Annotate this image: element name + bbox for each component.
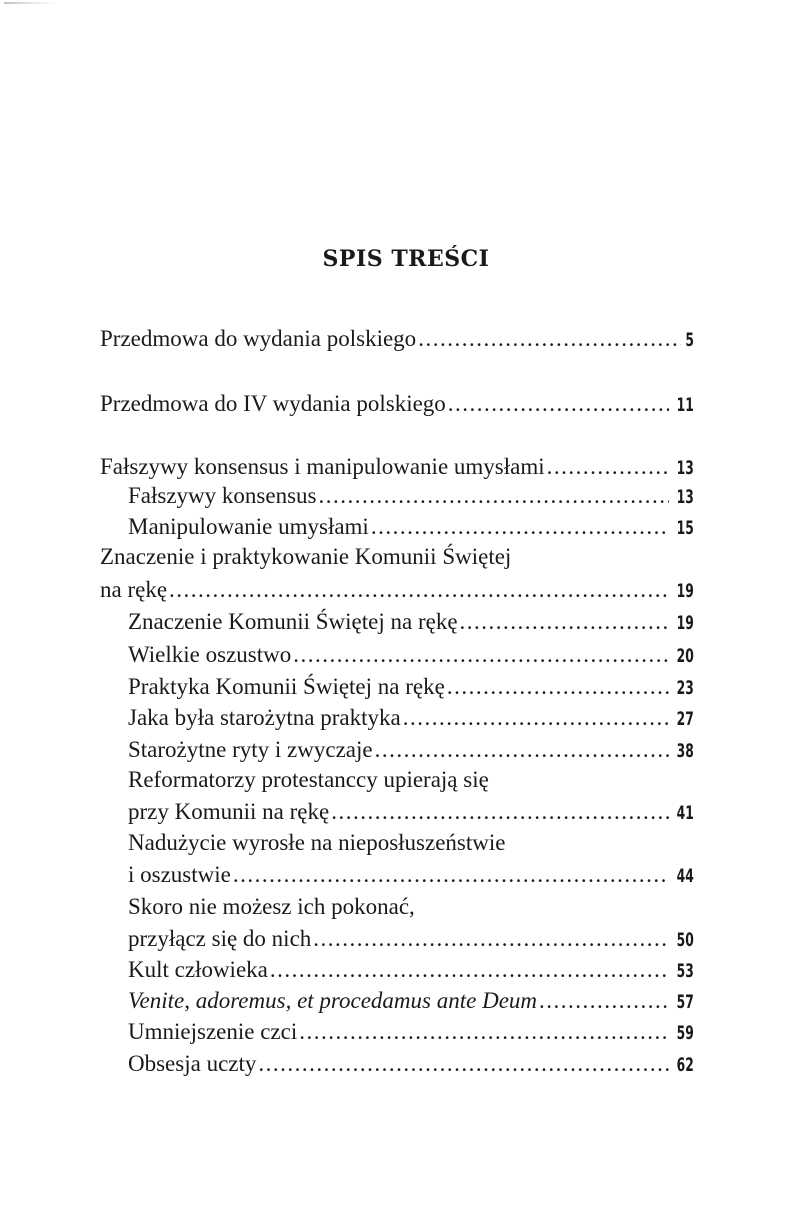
toc-page-number: 27 (676, 708, 694, 730)
toc-leader-dots (293, 640, 669, 670)
toc-leader-dots (331, 797, 669, 827)
toc-entry-label: na rękę (100, 577, 168, 602)
toc-entry-label-line1: Reformatorzy protestanccy upierają się (128, 767, 489, 792)
toc-page-number: 15 (676, 517, 694, 539)
toc-entry-chapter-communion (100, 575, 694, 605)
toc-entry-section (128, 1017, 694, 1047)
toc-entry-section (128, 735, 694, 765)
toc-entry-section (128, 924, 694, 954)
page-title: SPIS TREŚCI (322, 246, 490, 272)
toc-page-number: 13 (676, 486, 694, 508)
toc-entry-section (128, 512, 694, 542)
toc-page-number: 5 (685, 329, 694, 351)
toc-leader-dots (403, 703, 670, 733)
toc-entry-label: Przedmowa do IV wydania polskiego (100, 391, 446, 416)
toc-entry-label: Jaka była starożytna praktyka (128, 705, 401, 730)
toc-entry-section (128, 607, 694, 637)
toc-entry-section (128, 672, 694, 702)
toc-entry-label: Wielkie oszustwo (128, 642, 292, 667)
toc-entry-section (128, 797, 694, 827)
toc-page-number: 38 (676, 740, 694, 762)
toc-entry-label: Starożytne ryty i zwyczaje (128, 737, 373, 762)
toc-entry-chapter-consensus (100, 452, 694, 482)
toc-entry-section (128, 1049, 694, 1079)
toc-page-number: 19 (676, 612, 694, 634)
toc-leader-dots (447, 672, 669, 702)
toc-entry-section (128, 860, 694, 890)
toc-leader-dots (547, 452, 670, 482)
toc-entry-section (128, 481, 694, 511)
toc-entry-label: Fałszywy konsensus (128, 483, 317, 508)
toc-page-number: 53 (676, 960, 694, 982)
toc-page-number: 11 (676, 394, 694, 416)
toc-entry-label: Praktyka Komunii Świętej na rękę (128, 674, 445, 699)
toc-page-number: 20 (676, 645, 694, 667)
toc-entry-section (128, 640, 694, 670)
toc-leader-dots (258, 1049, 669, 1079)
toc-entry-label: przyłącz się do nich (128, 926, 312, 951)
toc-entry-label: Umniejszenie czci (128, 1019, 298, 1044)
toc-page-number: 13 (676, 457, 694, 479)
scan-artifact (4, 2, 56, 4)
toc-page-number: 59 (676, 1022, 694, 1044)
toc-page-number: 50 (676, 929, 694, 951)
toc-entry-label: Manipulowanie umysłami (128, 514, 369, 539)
toc-leader-dots (270, 955, 669, 985)
toc-leader-dots (418, 324, 681, 354)
toc-entry-section (128, 703, 694, 733)
toc-leader-dots (313, 924, 669, 954)
toc-leader-dots (318, 481, 669, 511)
toc-entry-label: przy Komunii na rękę (128, 799, 330, 824)
toc-leader-dots (375, 735, 670, 765)
toc-entry-label-line1: Znaczenie i praktykowanie Komunii Świętej (100, 544, 512, 569)
toc-entry-label-line1: Skoro nie możesz ich pokonać, (128, 894, 415, 919)
toc-page-number: 19 (676, 580, 694, 602)
toc-entry-label: Przedmowa do wydania polskiego (100, 326, 417, 351)
toc-page-number: 44 (676, 865, 694, 887)
toc-entry-label-line1: Nadużycie wyrosłe na nieposłuszeństwie (128, 830, 506, 855)
toc-page-number: 62 (676, 1054, 694, 1076)
toc-page-number: 41 (676, 802, 694, 824)
toc-entry-section (128, 955, 694, 985)
toc-entry-label: Kult człowieka (128, 957, 268, 982)
toc-entry-label: Obsesja uczty (128, 1051, 257, 1076)
toc-leader-dots (299, 1017, 669, 1047)
toc-leader-dots (460, 607, 670, 637)
toc-entry-label: i oszustwie (128, 862, 231, 887)
toc-leader-dots (233, 860, 669, 890)
toc-entry-label: Fałszywy konsensus i manipulowanie umysłami (100, 454, 545, 479)
toc-page-number: 57 (676, 991, 694, 1013)
toc-entry-label: Znaczenie Komunii Świętej na rękę (128, 609, 458, 634)
toc-entry-preface-iv (100, 389, 694, 419)
toc-page-number: 23 (676, 677, 694, 699)
toc-leader-dots (371, 512, 669, 542)
toc-leader-dots (169, 575, 669, 605)
toc-leader-dots (448, 389, 669, 419)
toc-entry-label: Venite, adoremus, et procedamus ante Deum (128, 988, 538, 1013)
toc-leader-dots (539, 986, 669, 1016)
toc-entry-section (128, 986, 694, 1016)
toc-entry-preface (100, 324, 694, 354)
